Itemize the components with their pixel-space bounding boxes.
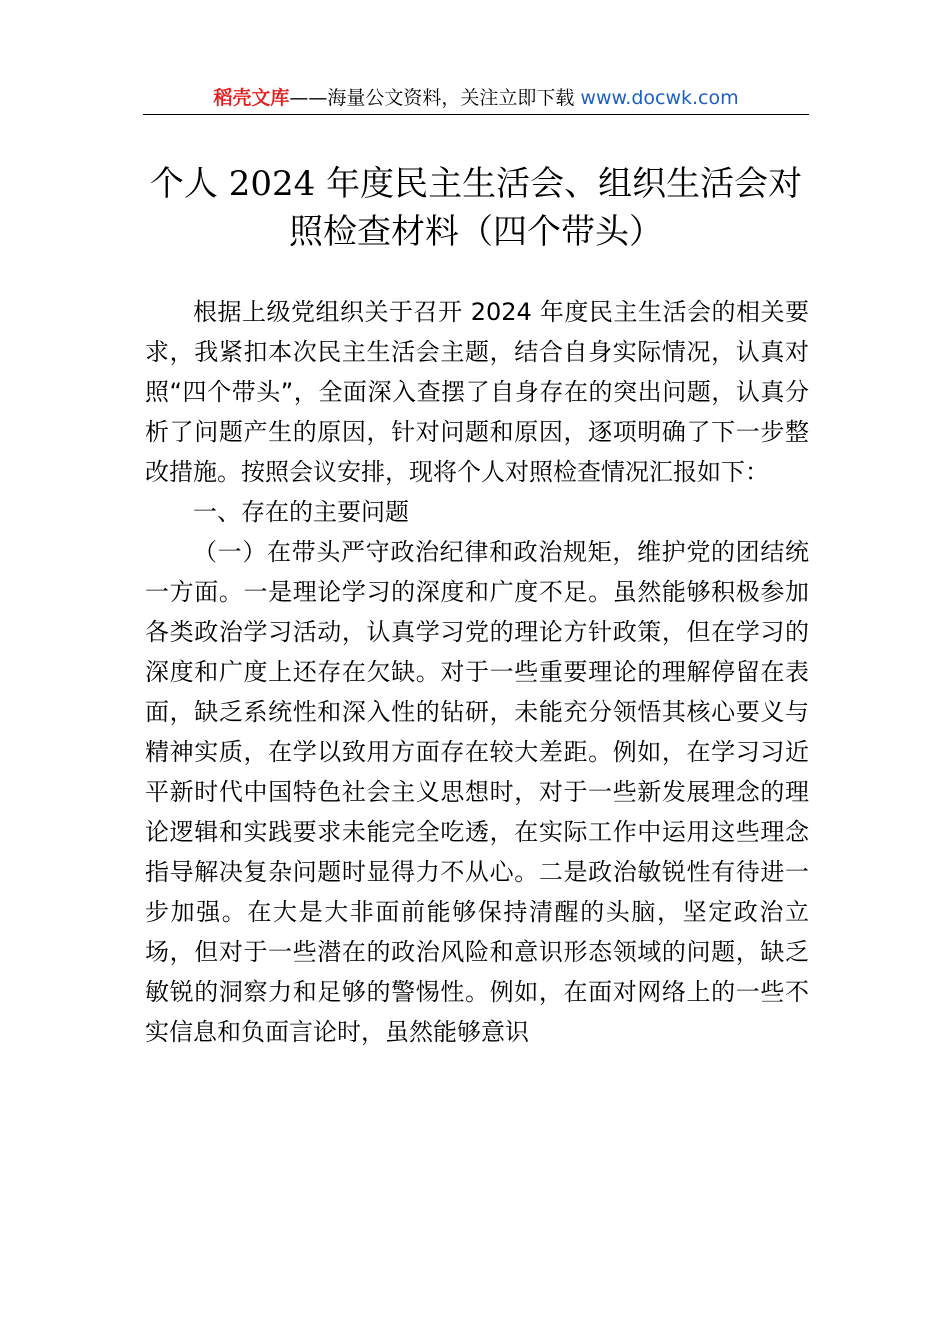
document-header [143, 84, 809, 114]
document-title: 个人 2024 年度民主生活会、组织生活会对照检查材料（四个带头） [149, 164, 803, 252]
header-tagline: ——海量公文资料，关注立即下载 [289, 87, 575, 109]
header-divider [143, 114, 809, 115]
brand-name: 稻壳文库 [213, 87, 290, 109]
header-url[interactable]: www.docwk.com [580, 87, 739, 109]
body-paragraph: （一）在带头严守政治纪律和政治规矩，维护党的团结统一方面。一是理论学习的深度和广度不足。虽然能够积极参加各类政治学习活动，认真学习党的理论方针政策，但在学习的深度和广度上还存在欠缺。对于一些重要理论的理解停留在表面，缺乏系统性和深入性的钻研，未能充分领悟其核心要义与精神实质，在学以致用方面存在较大差距。例如，在学习习近平新时代中国特色社会主义思想时，对于一些新发展理念的理论逻辑和实践要求未能完全吃透，在实际工作中运用这些理念指导解决复杂问题时显得力不从心。二是政治敏锐性有待进一步加强。在大是大非面前能够保持清醒的头脑，坚定政治立场，但对于一些潜在的政治风险和意识形态领域的问题，缺乏敏锐的洞察力和足够的警惕性。例如，在面对网络上的一些不实信息和负面言论时，虽然能够意识 [145, 538, 809, 1046]
intro-paragraph: 根据上级党组织关于召开 2024 年度民主生活会的相关要求，我紧扣本次民主生活会主题，结合自身实际情况，认真对照“四个带头”，全面深入查摆了自身存在的突出问题，认真分析了问题产生的原因，针对问题和原因，逐项明确了下一步整改措施。按照会议安排，现将个人对照检查情况汇报如下： [145, 298, 809, 486]
section-heading: 一、存在的主要问题 [193, 498, 409, 526]
document-body [145, 292, 809, 1052]
